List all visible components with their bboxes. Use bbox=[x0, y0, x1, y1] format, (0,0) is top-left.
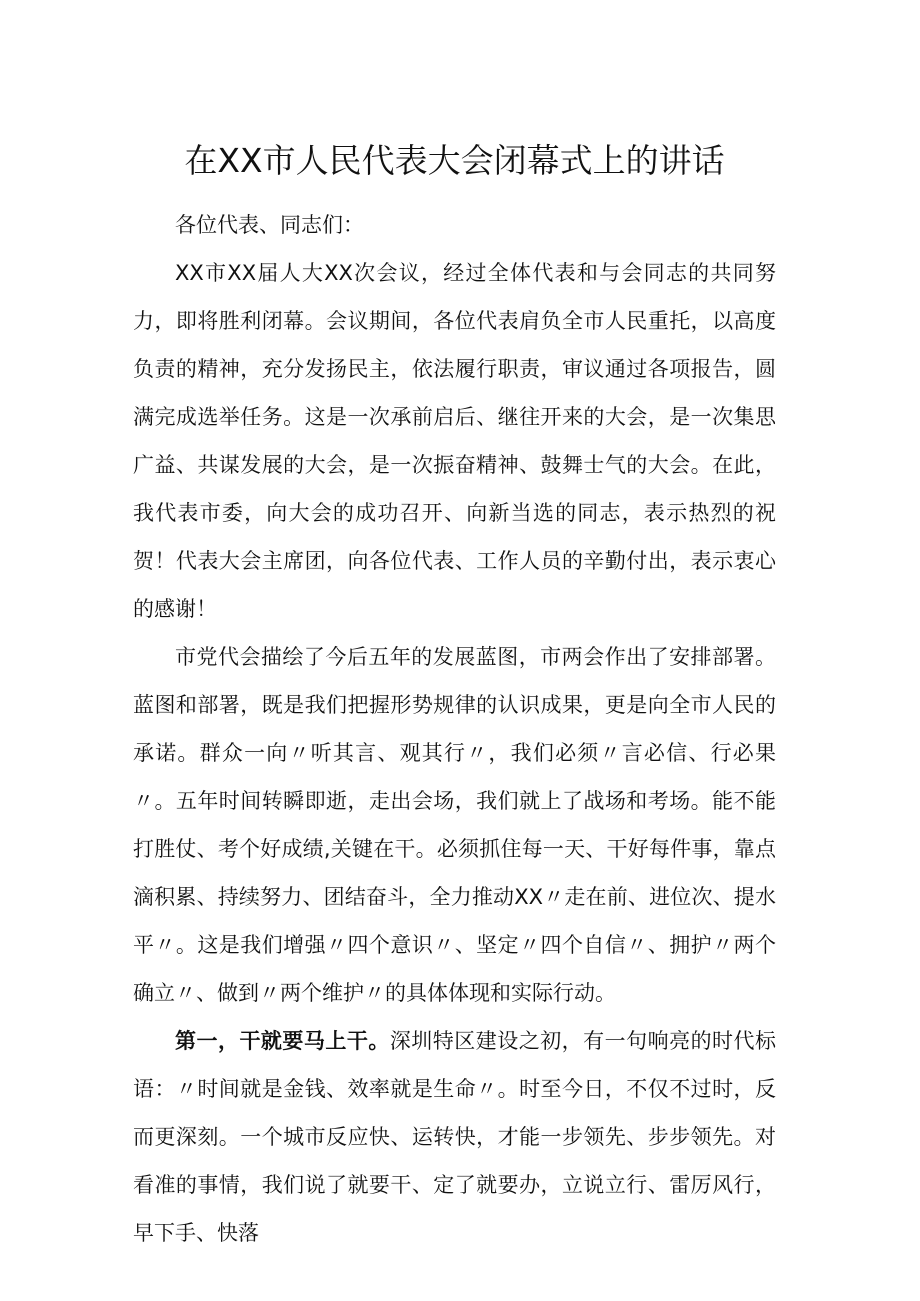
salutation: 各位代表、同志们： bbox=[175, 213, 364, 237]
paragraph-1 bbox=[133, 249, 776, 633]
document-title: 在XX市人民代表大会闭幕式上的讲话 bbox=[184, 141, 725, 180]
paragraph-3-text: 深圳特区建设之初，有一句响亮的时代标语：〃时间就是金钱、效率就是生命〃。时至今日，不仅不过时，反而更深刻。一个城市反应快、运转快，才能一步领先、步步领先。对看准的事情，我们说了就要干、定了就要办，立说立行、雷厉风行，早下手、快落 bbox=[133, 1029, 777, 1245]
paragraph-2 bbox=[133, 633, 776, 1017]
paragraph-3 bbox=[133, 1017, 776, 1257]
paragraph-2-text: 市党代会描绘了今后五年的发展蓝图，市两会作出了安排部署。蓝图和部署，既是我们把握形势规律的认识成果，更是向全市人民的承诺。群众一向〃听其言、观其行〃，我们必须〃言必信、行必果〃。五年时间转瞬即逝，走出会场，我们就上了战场和考场。能不能打胜仗、考个好成绩,关键在干。必须抓住每一天、干好每件事，靠点滴积累、持续努力、团结奋斗，全力推动XX〃走在前、进位次、提水平〃。这是我们增强〃四个意识〃、坚定〃四个自信〃、拥护〃两个确立〃、做到〃两个维护〃的具体体现和实际行动。 bbox=[133, 645, 776, 1005]
paragraph-3-lead: 第一，干就要马上干。 bbox=[175, 1029, 390, 1053]
paragraph-1-text: XX市XX届人大XX次会议，经过全体代表和与会同志的共同努力，即将胜利闭幕。会议期间，各位代表肩负全市人民重托，以高度负责的精神，充分发扬民主，依法履行职责，审议通过各项报告，圆满完成选举任务。这是一次承前启后、继往开来的大会，是一次集思广益、共谋发展的大会，是一次振奋精神、鼓舞士气的大会。在此，我代表市委，向大会的成功召开、向新当选的同志，表示热烈的祝贺！代表大会主席团，向各位代表、工作人员的辛勤付出，表示衷心的感谢！ bbox=[133, 261, 776, 621]
